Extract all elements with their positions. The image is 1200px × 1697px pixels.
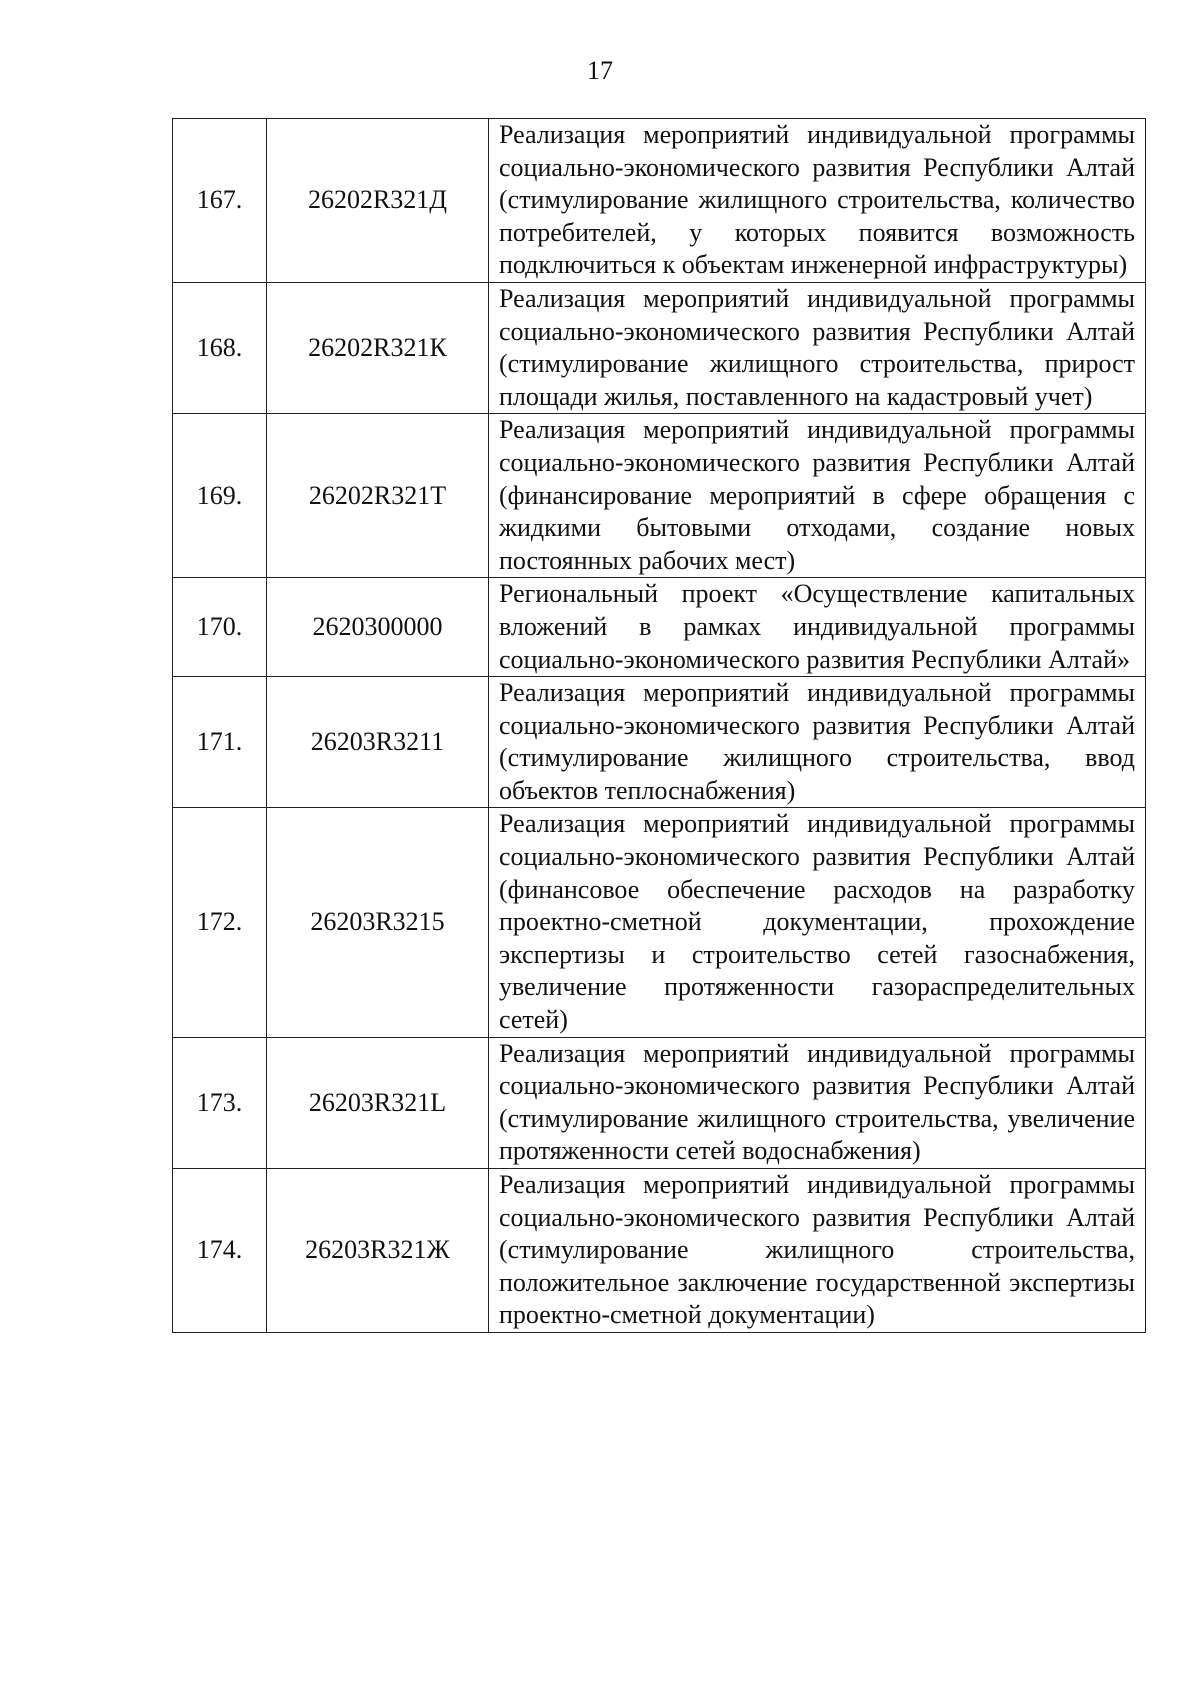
page-number: 17 <box>587 56 613 85</box>
row-number: 171. <box>173 677 267 808</box>
row-number: 167. <box>173 119 267 283</box>
row-description: Реализация мероприятий индивидуальной программы социально-экономического развития Республики Алтай (стимулирование жилищного строительства, ввод объектов теплоснабжения) <box>489 677 1146 808</box>
row-number: 173. <box>173 1037 267 1168</box>
row-description: Реализация мероприятий индивидуальной программы социально-экономического развития Республики Алтай (финансовое обеспечение расходов на разработку проектно-сметной документации, прохождение экспертизы и строительство сетей газоснабжения, увеличение протяженности газораспределительных сетей) <box>489 808 1146 1037</box>
budget-code: 26203R3215 <box>267 808 489 1037</box>
table-row <box>173 808 1146 1037</box>
row-number: 174. <box>173 1169 267 1333</box>
table-row <box>173 578 1146 677</box>
table-row <box>173 414 1146 578</box>
table-row <box>173 282 1146 413</box>
table-body <box>173 119 1146 1333</box>
budget-code: 26202R321Т <box>267 414 489 578</box>
row-description: Региональный проект «Осуществление капитальных вложений в рамках индивидуальной программы социально-экономического развития Республики Алтай» <box>489 578 1146 677</box>
row-description: Реализация мероприятий индивидуальной программы социально-экономического развития Республики Алтай (стимулирование жилищного строительства, увеличение протяженности сетей водоснабжения) <box>489 1037 1146 1168</box>
row-description: Реализация мероприятий индивидуальной программы социально-экономического развития Республики Алтай (финансирование мероприятий в сфере обращения с жидкими бытовыми отходами, создание новых постоянных рабочих мест) <box>489 414 1146 578</box>
budget-codes-table <box>172 118 1146 1333</box>
table-row <box>173 1037 1146 1168</box>
row-number: 168. <box>173 282 267 413</box>
table-row <box>173 119 1146 283</box>
table-row <box>173 1169 1146 1333</box>
budget-code: 26203R321Ж <box>267 1169 489 1333</box>
row-number: 169. <box>173 414 267 578</box>
row-number: 170. <box>173 578 267 677</box>
row-number: 172. <box>173 808 267 1037</box>
budget-code: 26203R3211 <box>267 677 489 808</box>
budget-code: 2620300000 <box>267 578 489 677</box>
budget-code: 26202R321К <box>267 282 489 413</box>
row-description: Реализация мероприятий индивидуальной программы социально-экономического развития Республики Алтай (стимулирование жилищного строительства, положительное заключение государственной экспертизы проектно-сметной документации) <box>489 1169 1146 1333</box>
budget-code: 26202R321Д <box>267 119 489 283</box>
row-description: Реализация мероприятий индивидуальной программы социально-экономического развития Республики Алтай (стимулирование жилищного строительства, прирост площади жилья, поставленного на кадастровый учет) <box>489 282 1146 413</box>
table-row <box>173 677 1146 808</box>
budget-code: 26203R321L <box>267 1037 489 1168</box>
row-description: Реализация мероприятий индивидуальной программы социально-экономического развития Республики Алтай (стимулирование жилищного строительства, количество потребителей, у которых появится возможность подключиться к объектам инженерной инфраструктуры) <box>489 119 1146 283</box>
